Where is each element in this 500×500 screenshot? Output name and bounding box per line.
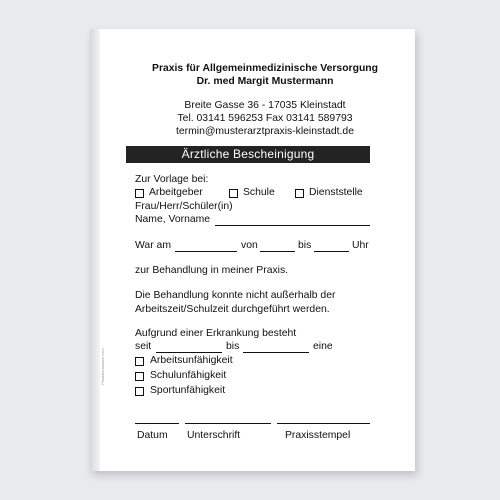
email-address: termin@musterarztpraxis-kleinstadt.de (175, 126, 354, 137)
name-label: Name, Vorname (135, 214, 211, 225)
checkbox-schulunfaehigkeit[interactable] (135, 372, 144, 381)
option-dienststelle-label: Dienststelle (309, 187, 363, 198)
phone-fax: Tel. 03141 596253 Fax 03141 589793 (177, 113, 353, 124)
checkbox-dienststelle[interactable] (295, 189, 304, 198)
name-field[interactable] (215, 225, 370, 226)
time-from-field[interactable] (260, 251, 295, 252)
incapacity-work-label: Arbeitsunfähigkeit (150, 355, 233, 366)
street-address: Breite Gasse 36 - 17035 Kleinstadt (184, 100, 346, 111)
practice-address (120, 99, 410, 138)
form-title: Ärztliche Bescheinigung (126, 146, 370, 163)
until-date-field[interactable] (243, 352, 309, 353)
stamp-caption: Praxisstempel (285, 430, 351, 441)
to-label: bis (298, 240, 312, 251)
until-label: bis (226, 341, 240, 352)
doctor-name: Dr. med Margit Mustermann (196, 76, 334, 87)
date-caption: Datum (137, 430, 168, 441)
was-on-label: War am (135, 240, 171, 251)
incapacity-school-label: Schulunfähigkeit (150, 370, 227, 381)
visit-date-field[interactable] (175, 251, 237, 252)
period-suffix: eine (313, 341, 333, 352)
stamp-line[interactable] (277, 423, 370, 424)
checkbox-arbeitgeber[interactable] (135, 189, 144, 198)
person-label: Frau/Herr/Schüler(in) (135, 201, 233, 212)
signature-caption: Unterschrift (187, 430, 241, 441)
submit-to-label: Zur Vorlage bei: (135, 174, 209, 185)
option-arbeitgeber-label: Arbeitgeber (149, 187, 203, 198)
practice-header (120, 62, 410, 88)
since-label: seit (135, 341, 152, 352)
time-to-field[interactable] (314, 251, 349, 252)
treatment-text: zur Behandlung in meiner Praxis. (135, 265, 289, 276)
checkbox-arbeitsunfaehigkeit[interactable] (135, 357, 144, 366)
notice-line-2: Arbeitszeit/Schulzeit durchgeführt werden. (135, 304, 330, 315)
unit-label: Uhr (352, 240, 369, 251)
practice-name: Praxis für Allgemeinmedizinische Versorgung (152, 63, 378, 74)
notice-line-1: Die Behandlung konnte nicht außerhalb der (135, 290, 336, 301)
illness-intro: Aufgrund einer Erkrankung besteht (135, 328, 297, 339)
side-print: Praxisformulare.com (100, 348, 105, 385)
since-date-field[interactable] (156, 352, 222, 353)
option-schule-label: Schule (243, 187, 275, 198)
checkbox-sportunfaehigkeit[interactable] (135, 387, 144, 396)
signature-line[interactable] (185, 423, 271, 424)
incapacity-sport-label: Sportunfähigkeit (150, 385, 226, 396)
checkbox-schule[interactable] (229, 189, 238, 198)
from-label: von (241, 240, 258, 251)
date-signature-line[interactable] (135, 423, 179, 424)
